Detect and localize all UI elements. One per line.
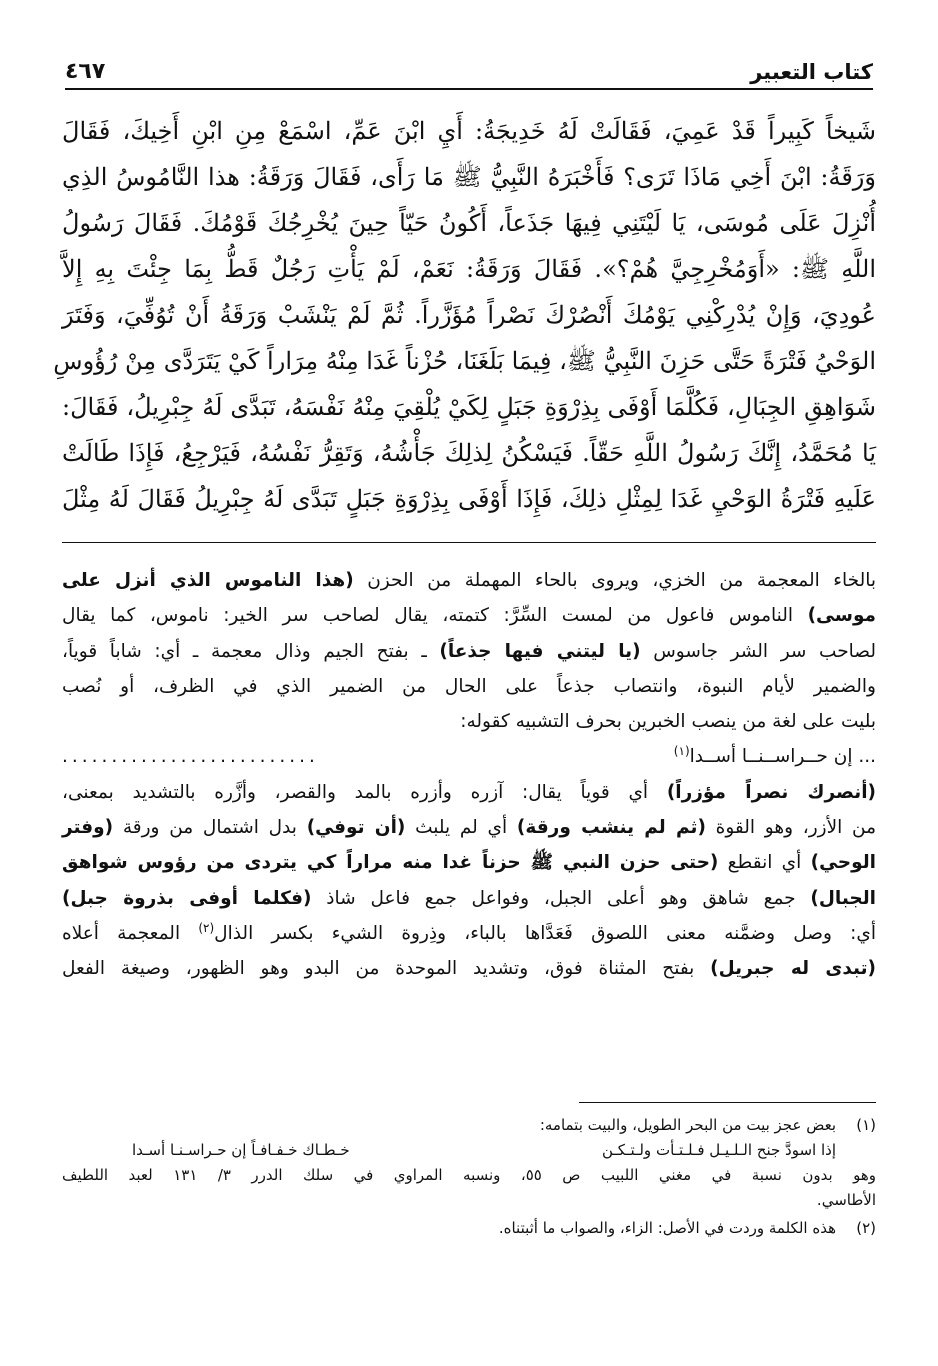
verse-dots: .......................... xyxy=(62,746,319,768)
verse-hemistich: خـطـاك خـفـافـاً إن حـراسـنـا أسـدا xyxy=(132,1141,350,1159)
verse-hemistich: إذا اسودَّ جنح الـلـيـل فـلـتـأت ولـتـكـن xyxy=(601,1141,836,1159)
footnote-body xyxy=(62,1113,836,1163)
commentary-bold: (وفتر xyxy=(62,817,114,839)
commentary-line xyxy=(62,563,876,598)
footnotes xyxy=(62,1113,876,1241)
commentary-text: بفتح المثناة فوق، وتشديد الموحدة من البدو وهو الظهور، وصيغة الفعل xyxy=(62,958,711,980)
footnote xyxy=(62,1216,876,1241)
commentary-text: أي قوياً يقال: آزره وأزره بالمد والقصر، وأزَّره بالتشديد بمعنى، xyxy=(62,781,667,803)
book-title: كتاب التعبير xyxy=(750,60,873,84)
commentary-line xyxy=(62,845,876,880)
commentary-bold: (يا ليتني فيها جذعاً) xyxy=(439,640,641,662)
main-line: عَلَيهِ فَتْرَةُ الوَحْيِ غَدَا لِمِثْلِ ذلِكَ، فَإِذَا أَوْفَى بِذِرْوَةِ جَبَلٍ تَبَدَّى لَهُ جِبْرِيلُ فَقَالَ لَهُ مِثْلَ xyxy=(62,485,876,513)
page-number: ٤٦٧ xyxy=(65,59,106,84)
main-line: عُودِيَ، وَإِنْ يُدْرِكْنِي يَوْمُكَ أَنْصُرْكَ نَصْراً مُؤَزَّراً. ثُمَّ لَمْ يَنْشَبْ وَرَقَةُ أَنْ تُوُفِّيَ، وَفَتَرَ xyxy=(62,301,876,329)
commentary-bold: الوحي) xyxy=(810,852,877,874)
commentary-bold: موسى) xyxy=(807,605,876,627)
commentary-line: بليت على لغة من ينصب الخبرين بحرف التشبيه كقوله: xyxy=(460,711,876,733)
footnote-text: الأطاسي. xyxy=(816,1191,876,1209)
commentary-text: بالخاء المعجمة من الخزي، ويروى بالحاء المهملة من الحزن xyxy=(353,570,876,591)
main-line: اللَّهِ ﷺ: «أَوَمُخْرِجِيَّ هُمْ؟». فَقَالَ وَرَقَةُ: نَعَمْ، لَمْ يَأْتِ رَجُلٌ قَطُّ بِمَا جِئْتَ بِهِ إِلاَّ xyxy=(62,255,876,283)
footnote xyxy=(62,1113,876,1163)
footnote-verse xyxy=(62,1138,836,1163)
commentary-bold: (تبدى له جبريل) xyxy=(710,958,876,980)
commentary-line xyxy=(62,598,876,633)
commentary-text: أي: وصل وضمَّنه معنى اللصوق فَعَدَّاها بالباء، وذِروة الشيء بكسر الذال xyxy=(214,922,876,944)
commentary-text: المعجمة أعلاه xyxy=(62,922,199,944)
commentary-text: لصاحب سر الشر جاسوس xyxy=(640,640,876,662)
commentary-line xyxy=(62,881,876,916)
footnote-ref: (١) xyxy=(673,744,690,759)
commentary-text: أي لم يلبث xyxy=(405,817,517,839)
commentary-line xyxy=(62,916,876,951)
commentary-text: أي انقطع xyxy=(718,852,811,874)
commentary-bold: (ثم لم ينشب ورقة) xyxy=(516,817,706,839)
commentary-bold: (فكلما أوفى بذروة جبل) xyxy=(62,887,312,909)
main-line: وَرَقَةُ: ابْنَ أَخِي مَاذَا تَرَى؟ فَأَخْبَرَهُ النَّبِيُّ ﷺ مَا رَأَى، فَقَالَ وَرَقَةُ: هذا النَّامُوسُ الذِي xyxy=(62,163,876,191)
main-line: شَيخاً كَبِيراً قَدْ عَمِيَ، فَقَالَتْ لَهُ خَدِيجَةُ: أَيِ ابْنَ عَمِّ، اسْمَعْ مِنِ ابْنِ أَخِيكَ، فَقَالَ xyxy=(62,117,876,145)
commentary-text: ـ بفتح الجيم وذال معجمة ـ أي: شاباً قوياً، xyxy=(62,640,440,662)
footnote-body xyxy=(62,1163,876,1213)
footnote-text: وهو بدون نسبة في مغني اللبيب ص ٥٥، ونسبه المراوي في سلك الدرر ٣/ ١٣١ لعبد اللطيف xyxy=(62,1166,876,1184)
commentary-line xyxy=(62,810,876,845)
commentary-bold: (هذا الناموس الذي أنزل على xyxy=(62,570,354,591)
main-line: يَا مُحَمَّدُ، إِنَّكَ رَسُولُ اللَّهِ حَقّاً. فَيَسْكُنُ لِذلِكَ جَأْشُهُ، وَتَقِرُّ نَفْسُهُ، فَيَرْجِعُ، فَإِذَا طَالَتْ xyxy=(62,439,876,467)
main-line: شَوَاهِقِ الجِبَالِ، فَكُلَّمَا أَوْفَى بِذِرْوَةِ جَبَلٍ لِكَيْ يُلْقِيَ مِنْهُ نَفْسَهُ، تَبَدَّى لَهُ جِبْرِيلُ، فَقَالَ: xyxy=(62,393,876,421)
verse-fragment: ... إن حــراســنــا أســدا$^{(١)}$ xyxy=(673,744,876,768)
footnote-text: هذه الكلمة وردت في الأصل: الزاء، والصواب ما أثبتناه. xyxy=(498,1219,836,1237)
main-line: أُنْزِلَ عَلَى مُوسَى، يَا لَيْتَنِي فِيهَا جَذَعاً، أَكُونُ حَيّاً حِينَ يُخْرِجُكَ قَوْمُكَ. فَقَالَ رَسُولُ xyxy=(62,209,876,237)
main-text xyxy=(53,108,876,522)
footnote-text: بعض عجز بيت من البحر الطويل، والبيت بتمامه: xyxy=(539,1116,836,1134)
commentary-text: جمع شاهق وهو أعلى الجبل، وفواعل جمع فاعل شاذ xyxy=(311,887,811,909)
footnote-ref: (٢) xyxy=(198,920,215,935)
commentary-bold: الجبال) xyxy=(810,887,877,909)
quoted-verse xyxy=(62,739,876,774)
main-line: الوَحْيُ فَتْرَةً حَتَّى حَزِنَ النَّبِيُّ ﷺ، فِيمَا بَلَغَنَا، حُزْناً غَدَا مِنْهُ مِرَاراً كَيْ يَتَرَدَّى مِنْ رُؤُوسِ xyxy=(53,347,876,375)
commentary xyxy=(62,563,876,987)
page-header xyxy=(65,42,873,90)
commentary-bold: (أنصرك نصراً مؤزراً) xyxy=(666,781,876,803)
commentary-text: الناموس فاعول من لمست السِّرَّ: كتمته، يقال لصاحب سر الخير: ناموس، كما يقال xyxy=(62,605,808,627)
footnote-number: (٢) xyxy=(856,1219,876,1237)
commentary-divider xyxy=(62,542,876,543)
footnote-number: (١) xyxy=(856,1116,876,1134)
commentary-bold: (حتى حزن النبي ﷺ حزناً غدا منه مراراً كي يتردى من رؤوس شواهق xyxy=(62,852,719,874)
commentary-text: بدل اشتمال من ورقة xyxy=(113,817,307,839)
commentary-bold: (أن توفي) xyxy=(306,817,406,839)
footnote-divider xyxy=(579,1102,876,1103)
commentary-line xyxy=(62,634,876,669)
footnote-continuation xyxy=(62,1163,876,1213)
commentary-text: من الأزر، وهو القوة xyxy=(705,817,876,839)
commentary-line xyxy=(62,775,876,810)
commentary-line: والضمير لأيام النبوة، وانتصاب جذعاً على الحال من الضمير الذي في الظرف، أو نُصب xyxy=(62,675,876,697)
commentary-line xyxy=(62,951,876,986)
